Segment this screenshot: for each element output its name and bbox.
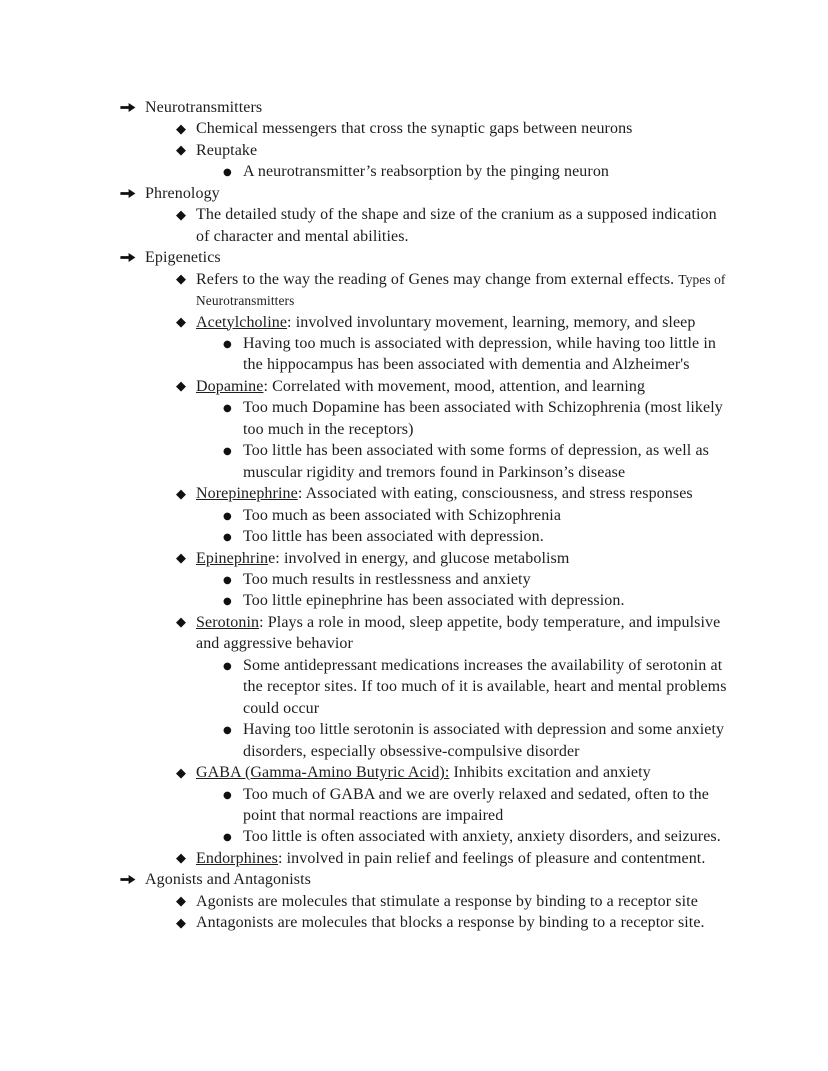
circle-bullet-icon: ● — [223, 725, 232, 737]
list-item — [0, 762, 828, 783]
diamond-bullet-icon: ◆ — [176, 615, 187, 631]
diamond-bullet-icon: ◆ — [176, 379, 187, 395]
underlined-term: Serotonin — [196, 613, 260, 631]
text-segment: Chemical messengers that cross the synaptic gaps between neurons — [196, 120, 633, 138]
list-item-text — [196, 850, 705, 867]
underlined-term: Acetylcholine — [196, 313, 288, 331]
document-content — [0, 97, 828, 934]
list-item — [0, 891, 828, 912]
text-segment: : Correlated with movement, mood, attention, and learning — [263, 377, 646, 395]
arrow-bullet-icon — [120, 97, 136, 118]
text-segment: Agonists and Antagonists — [145, 871, 311, 889]
circle-bullet-icon: ● — [223, 338, 232, 350]
list-item — [0, 118, 828, 139]
text-segment: : involved in pain relief and feelings of pleasure and contentment. — [277, 849, 706, 867]
list-item — [0, 719, 828, 762]
list-item — [0, 247, 828, 268]
list-item-text — [243, 399, 723, 437]
text-segment: Agonists are molecules that stimulate a response by binding to a receptor site — [196, 892, 698, 910]
list-item-text — [196, 378, 645, 395]
text-segment: Having too little serotonin is associated with depression and some anxiety disorders, especially obsessive-compulsive disorder — [243, 721, 725, 760]
list-item-text — [243, 507, 561, 524]
list-item — [0, 483, 828, 504]
text-segment: Having too much is associated with depression, while having too little in the hippocampus has been associated with dementia and Alzheimer's — [243, 334, 717, 374]
text-segment: Too little has been associated with depression. — [243, 528, 544, 546]
circle-bullet-icon: ● — [223, 596, 232, 608]
small-text: Types of Neurotransmitters — [196, 271, 726, 309]
arrow-bullet-icon — [120, 247, 136, 268]
text-segment: Some antidepressant medications increases the availability of serotonin at the receptor sites. If too much of it is available, heart and mental problems could occur — [243, 656, 727, 717]
list-item — [0, 140, 828, 161]
diamond-bullet-icon: ◆ — [176, 851, 187, 867]
list-item-text — [196, 893, 698, 910]
diamond-bullet-icon: ◆ — [176, 272, 187, 288]
text-segment: Too little epinephrine has been associated with depression. — [243, 592, 625, 610]
circle-bullet-icon: ● — [223, 532, 232, 544]
text-segment: Too much Dopamine has been associated with Schizophrenia (most likely too much in the receptors) — [243, 399, 723, 438]
list-item-text — [243, 528, 544, 545]
circle-bullet-icon: ● — [223, 403, 232, 415]
underlined-term: Endorphines — [196, 849, 278, 867]
list-item-text — [243, 571, 531, 588]
list-item — [0, 590, 828, 611]
list-item — [0, 397, 828, 440]
list-item — [0, 569, 828, 590]
underlined-term: Norepinephrine — [196, 485, 298, 503]
list-item — [0, 912, 828, 933]
circle-bullet-icon: ● — [223, 789, 232, 801]
list-item-text — [243, 721, 724, 759]
list-item-text — [243, 786, 709, 824]
list-item — [0, 548, 828, 569]
list-item-text — [196, 914, 705, 931]
list-item — [0, 269, 828, 312]
text-segment: Too much of GABA and we are overly relaxed and sedated, often to the point that normal reactions are impaired — [243, 785, 709, 824]
list-item-text — [243, 592, 625, 609]
list-item — [0, 333, 828, 376]
diamond-bullet-icon: ◆ — [176, 143, 187, 159]
diamond-bullet-icon: ◆ — [176, 894, 187, 910]
list-item — [0, 204, 828, 247]
list-item-text — [243, 442, 709, 480]
list-item-text — [145, 871, 311, 888]
circle-bullet-icon: ● — [223, 832, 232, 844]
list-item — [0, 505, 828, 526]
text-segment: Too much as been associated with Schizophrenia — [243, 506, 562, 524]
arrow-bullet-icon — [120, 183, 136, 204]
list-item-text — [243, 828, 721, 845]
list-item — [0, 869, 828, 890]
list-item — [0, 440, 828, 483]
underlined-term: Epinephrin — [196, 549, 269, 567]
list-item-text — [145, 185, 220, 202]
list-item — [0, 183, 828, 204]
underlined-term: GABA (Gamma-Amino Butyric Acid): — [196, 764, 450, 782]
list-item-text — [196, 614, 720, 652]
diamond-bullet-icon: ◆ — [176, 765, 187, 781]
list-item — [0, 376, 828, 397]
list-item-text — [196, 271, 725, 309]
list-item-text — [196, 206, 717, 244]
text-segment: Too much results in restlessness and anxiety — [243, 570, 531, 588]
list-item-text — [145, 249, 221, 266]
text-segment: Antagonists are molecules that blocks a response by binding to a receptor site. — [196, 914, 705, 932]
list-item-text — [196, 314, 695, 331]
circle-bullet-icon: ● — [223, 574, 232, 586]
list-item-text — [243, 335, 716, 373]
text-segment: Reuptake — [196, 141, 258, 159]
text-segment: e: involved in energy, and glucose metabolism — [268, 549, 570, 567]
list-item — [0, 655, 828, 719]
diamond-bullet-icon: ◆ — [176, 915, 187, 931]
circle-bullet-icon: ● — [223, 446, 232, 458]
diamond-bullet-icon: ◆ — [176, 486, 187, 502]
circle-bullet-icon: ● — [223, 660, 232, 672]
diamond-bullet-icon: ◆ — [176, 551, 187, 567]
text-segment: Inhibits excitation and anxiety — [449, 764, 651, 782]
diamond-bullet-icon: ◆ — [176, 121, 187, 137]
text-segment: : Plays a role in mood, sleep appetite, body temperature, and impulsive and aggressive behavior — [196, 613, 721, 653]
list-item-text — [196, 485, 693, 502]
list-item-text — [196, 550, 569, 567]
list-item-text — [145, 99, 262, 116]
text-segment: : Associated with eating, consciousness, and stress responses — [297, 485, 693, 503]
arrow-bullet-icon — [120, 869, 136, 890]
diamond-bullet-icon: ◆ — [176, 207, 187, 223]
text-segment: Refers to the way the reading of Genes may change from external effects. — [196, 270, 679, 288]
text-segment: : involved involuntary movement, learning, memory, and sleep — [287, 313, 696, 331]
underlined-term: Dopamine — [196, 377, 264, 395]
text-segment: The detailed study of the shape and size of the cranium as a supposed indication of character and mental abilities. — [196, 206, 717, 245]
text-segment: Too little has been associated with some forms of depression, as well as muscular rigidity and tremors found in Parkinson’s disease — [243, 442, 709, 481]
text-segment: A neurotransmitter’s reabsorption by the pinging neuron — [243, 163, 610, 181]
text-segment: Too little is often associated with anxiety, anxiety disorders, and seizures. — [243, 828, 721, 846]
list-item — [0, 526, 828, 547]
list-item-text — [196, 764, 651, 781]
list-item — [0, 784, 828, 827]
list-item-text — [243, 163, 609, 180]
list-item — [0, 312, 828, 333]
list-item-text — [196, 120, 633, 137]
circle-bullet-icon: ● — [223, 510, 232, 522]
text-segment: Neurotransmitters — [145, 99, 263, 116]
text-segment: Epigenetics — [145, 249, 221, 267]
list-item — [0, 97, 828, 118]
circle-bullet-icon: ● — [223, 167, 232, 179]
list-item — [0, 826, 828, 847]
list-item — [0, 612, 828, 655]
list-item — [0, 161, 828, 182]
list-item-text — [243, 657, 727, 717]
text-segment: Phrenology — [145, 184, 220, 202]
list-item-text — [196, 142, 257, 159]
list-item — [0, 848, 828, 869]
diamond-bullet-icon: ◆ — [176, 315, 187, 331]
